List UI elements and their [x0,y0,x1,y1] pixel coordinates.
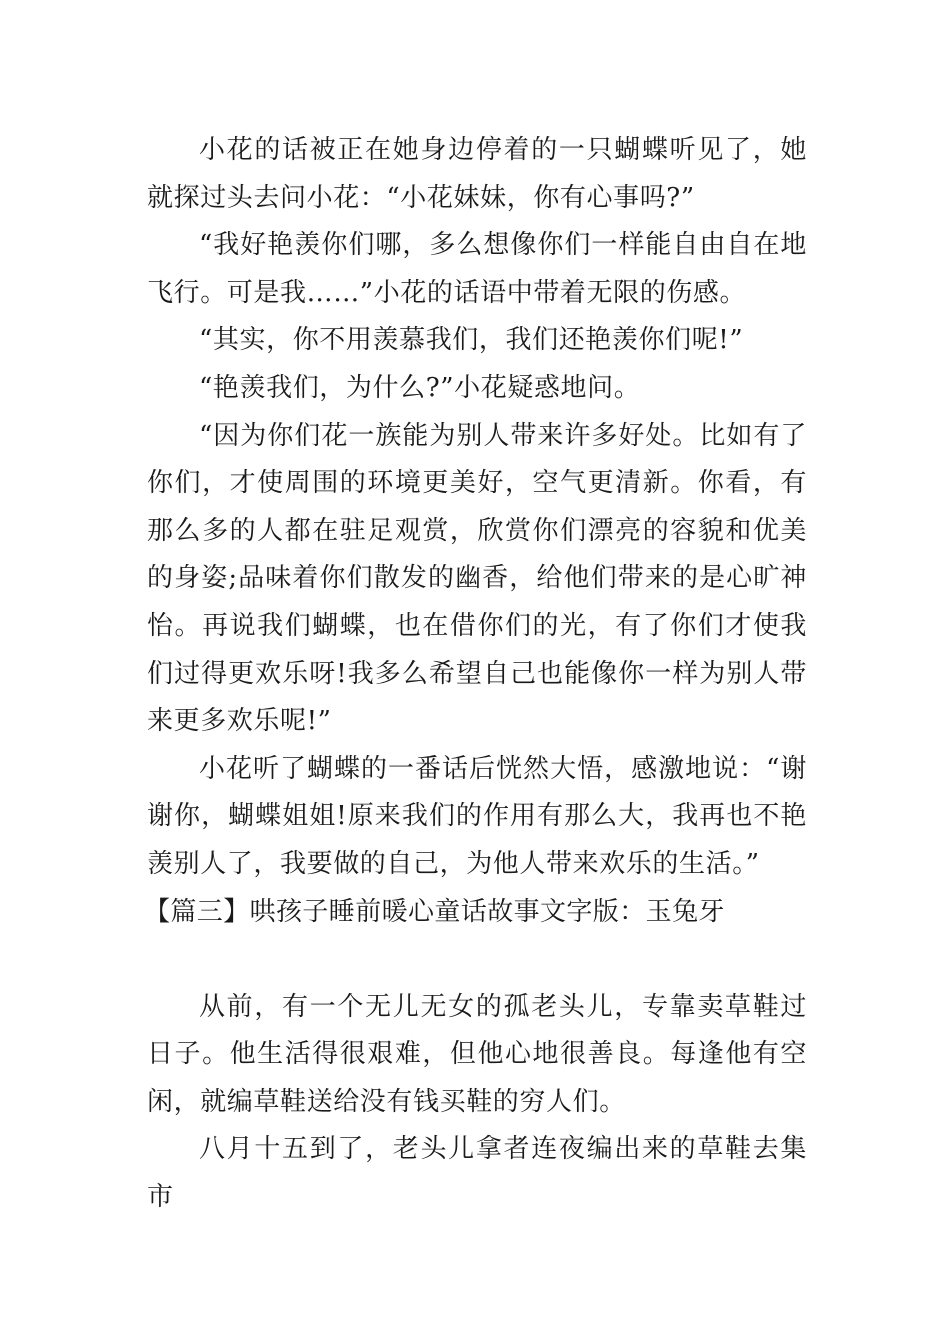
paragraph-butterfly-hears: 小花的话被正在她身边停着的一只蝴蝶听见了，她就探过头去问小花：“小花妹妹，你有心事吗?” [147,135,807,213]
paragraph-flower-asks-why: “艳羡我们，为什么?”小花疑惑地问。 [199,372,641,403]
section-spacer [147,936,807,984]
paragraph-butterfly-explains: “因为你们花一族能为别人带来许多好处。比如有了你们，才使周围的环境更美好，空气更清新。你看，有那么多的人都在驻足观赏，欣赏你们漂亮的容貌和优美的身姿;品味着你们散发的幽香，给他们带来的是心旷神怡。再说我们蝴蝶，也在借你们的光，有了你们才使我们过得更欢乐呀!我多么希望自己也能像你一样为别人带来更多欢乐呢!” [147,420,807,737]
document-page [144,127,807,1222]
paragraph-flower-envies: “我好艳羡你们哪，多么想像你们一样能自由自在地飞行。可是我……”小花的话语中带着无限的伤感。 [147,230,807,308]
paragraph-old-man-intro: 从前，有一个无儿无女的孤老头儿，专靠卖草鞋过日子。他生活得很艰难，但他心地很善良。每逢他有空闲，就编草鞋送给没有钱买鞋的穷人们。 [147,991,807,1117]
paragraph-mid-autumn: 八月十五到了，老头儿拿者连夜编出来的草鞋去集市 [147,1134,807,1213]
section-heading: 【篇三】哄孩子睡前暖心童话故事文字版：玉兔牙 [144,896,725,927]
paragraph-butterfly-reply: “其实，你不用羡慕我们，我们还艳羡你们呢!” [199,325,744,356]
paragraph-flower-thanks: 小花听了蝴蝶的一番话后恍然大悟，感激地说：“谢谢你，蝴蝶姐姐!原来我们的作用有那么大，我再也不艳羡别人了，我要做的自己，为他人带来欢乐的生活。” [147,753,807,879]
